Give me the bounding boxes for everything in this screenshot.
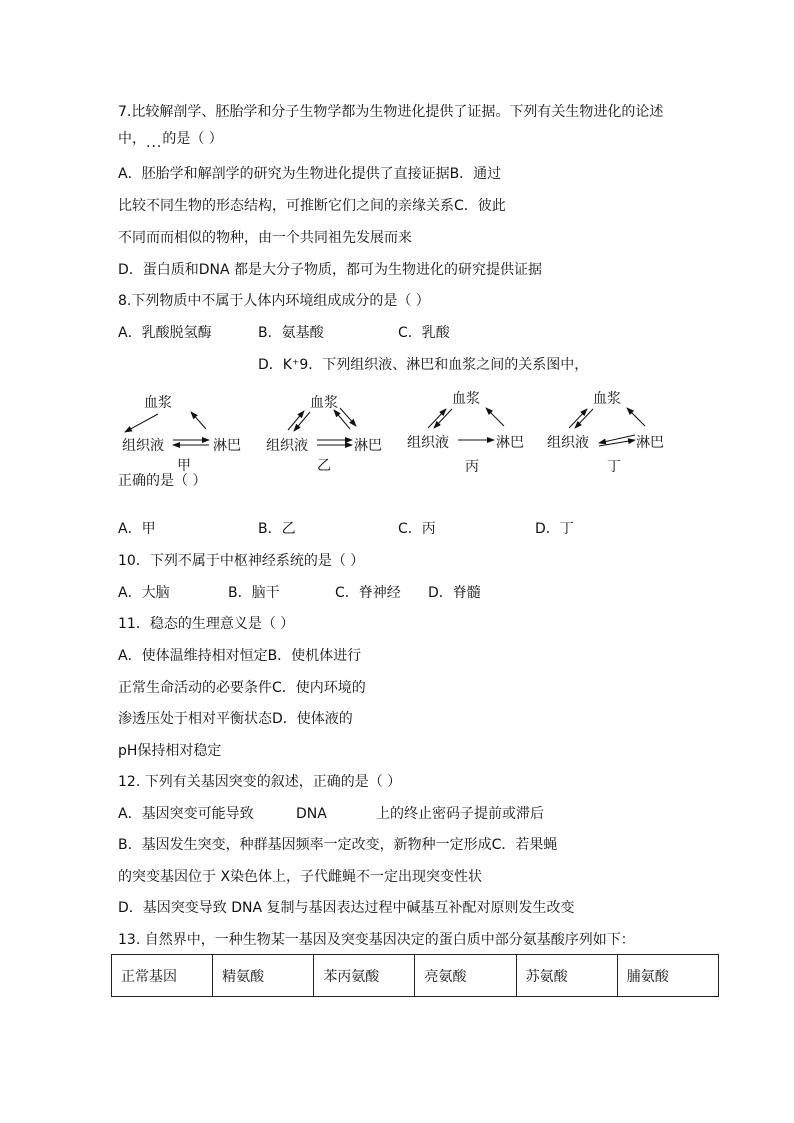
q12-option-a-part3: 上的终止密码子提前或滞后 xyxy=(376,806,544,822)
relation-arrows xyxy=(402,388,532,470)
diagram-caption: 甲 xyxy=(177,458,191,474)
q9-option-a: A．甲 xyxy=(118,521,156,537)
q12-option-a-part2: DNA xyxy=(296,806,327,822)
plasma-label: 血浆 xyxy=(144,395,172,411)
lymph-label: 淋巴 xyxy=(354,438,382,454)
plasma-label: 血浆 xyxy=(310,395,338,411)
q11-line1: A．使体温维持相对恒定B．使机体进行 xyxy=(118,648,362,664)
q9-option-b: B．乙 xyxy=(258,521,296,537)
q10-stem: 10．下列不属于中枢神经系统的是（ ） xyxy=(118,553,365,569)
diagram-bing xyxy=(402,388,532,475)
diagram-jia xyxy=(118,388,248,474)
q11-line4: pH保持相对稳定 xyxy=(118,743,222,759)
table-cell: 精氨酸 xyxy=(213,955,314,997)
plasma-label: 血浆 xyxy=(452,391,480,407)
q12-option-c: 的突变基因位于 X染色体上，子代雌蝇不一定出现突变性状 xyxy=(118,869,483,885)
q7-stem-suffix: 的是（ ） xyxy=(162,131,223,147)
q12-option-b: B．基因发生突变，种群基因频率一定改变，新物种一定形成C．若果蝇 xyxy=(118,837,558,853)
q11-line3: 渗透压处于相对平衡状态D．使体液的 xyxy=(118,711,353,727)
table-cell: 脯氨酸 xyxy=(617,955,718,997)
tissue-fluid-label: 组织液 xyxy=(266,438,308,454)
table-cell: 正常基因 xyxy=(112,955,213,997)
q10-option-c: C．脊神经 xyxy=(335,585,401,601)
q7-stem-prefix: 中， xyxy=(118,131,146,147)
relation-arrows xyxy=(543,388,673,470)
q12-option-d: D．基因突变导致 DNA 复制与基因表达过程中碱基互补配对原则发生改变 xyxy=(118,900,575,916)
tissue-fluid-label: 组织液 xyxy=(407,435,449,451)
lymph-label: 淋巴 xyxy=(496,435,524,451)
q7-stem-line2 xyxy=(118,130,223,151)
diagram-ding xyxy=(543,388,673,475)
table-cell: 苏氨酸 xyxy=(516,955,617,997)
q7-option-d: D．蛋白质和DNA 都是大分子物质，都可为生物进化的研究提供证据 xyxy=(118,262,543,278)
q9-option-d: D．丁 xyxy=(535,521,574,537)
q8-option-c: C．乳酸 xyxy=(398,325,450,341)
tissue-fluid-label: 组织液 xyxy=(122,438,164,454)
q7-option-a: A．胚胎学和解剖学的研究为生物进化提供了直接证据B．通过 xyxy=(118,166,502,182)
q13-stem: 13. 自然界中，一种生物某一基因及突变基因决定的蛋白质中部分氨基酸序列如下： xyxy=(118,932,635,948)
q7-emphasis-dots: ... xyxy=(146,135,163,151)
diagram-caption: 丁 xyxy=(607,459,621,475)
q11-line2: 正常生命活动的必要条件C．使内环境的 xyxy=(118,680,366,696)
q8-option-d-q9-stem: D．K⁺9．下列组织液、淋巴和血浆之间的关系图中， xyxy=(258,357,589,373)
diagram-caption: 丙 xyxy=(465,459,479,475)
q9-stem-end: 正确的是（ ） xyxy=(118,473,207,489)
q7-stem-line1: 7.比较解剖学、胚胎学和分子生物学都为生物进化提供了证据。下列有关生物进化的论述 xyxy=(118,104,664,120)
q12-stem: 12. 下列有关基因突变的叙述，正确的是（ ） xyxy=(118,774,402,790)
table-cell: 苯丙氨酸 xyxy=(314,955,415,997)
q8-option-b: B．氨基酸 xyxy=(258,325,324,341)
q10-option-d: D．脊髓 xyxy=(428,585,481,601)
q9-option-c: C．丙 xyxy=(398,521,436,537)
q8-option-a: A．乳酸脱氢酶 xyxy=(118,325,212,341)
plasma-label: 血浆 xyxy=(593,391,621,407)
lymph-label: 淋巴 xyxy=(636,435,664,451)
q8-stem: 8.下列物质中不属于人体内环境组成成分的是（ ） xyxy=(118,293,430,309)
lymph-label: 淋巴 xyxy=(213,438,241,454)
q7-option-c: 不同而而相似的物种，由一个共同祖先发展而来 xyxy=(118,230,412,246)
q7-option-b: 比较不同生物的形态结构，可推断它们之间的亲缘关系C．彼此 xyxy=(118,198,506,214)
q10-option-a: A．大脑 xyxy=(118,585,170,601)
q12-option-a-part1: A．基因突变可能导致 xyxy=(118,806,254,822)
relation-arrows xyxy=(260,388,390,470)
q10-option-b: B．脑干 xyxy=(228,585,280,601)
table-cell: 亮氨酸 xyxy=(415,955,516,997)
table-row xyxy=(112,955,719,997)
relation-arrows xyxy=(118,388,248,470)
q11-stem: 11．稳态的生理意义是（ ） xyxy=(118,616,295,632)
tissue-fluid-label: 组织液 xyxy=(547,435,589,451)
diagram-yi xyxy=(260,388,390,474)
diagram-caption: 乙 xyxy=(317,458,331,474)
amino-acid-table xyxy=(111,954,719,997)
